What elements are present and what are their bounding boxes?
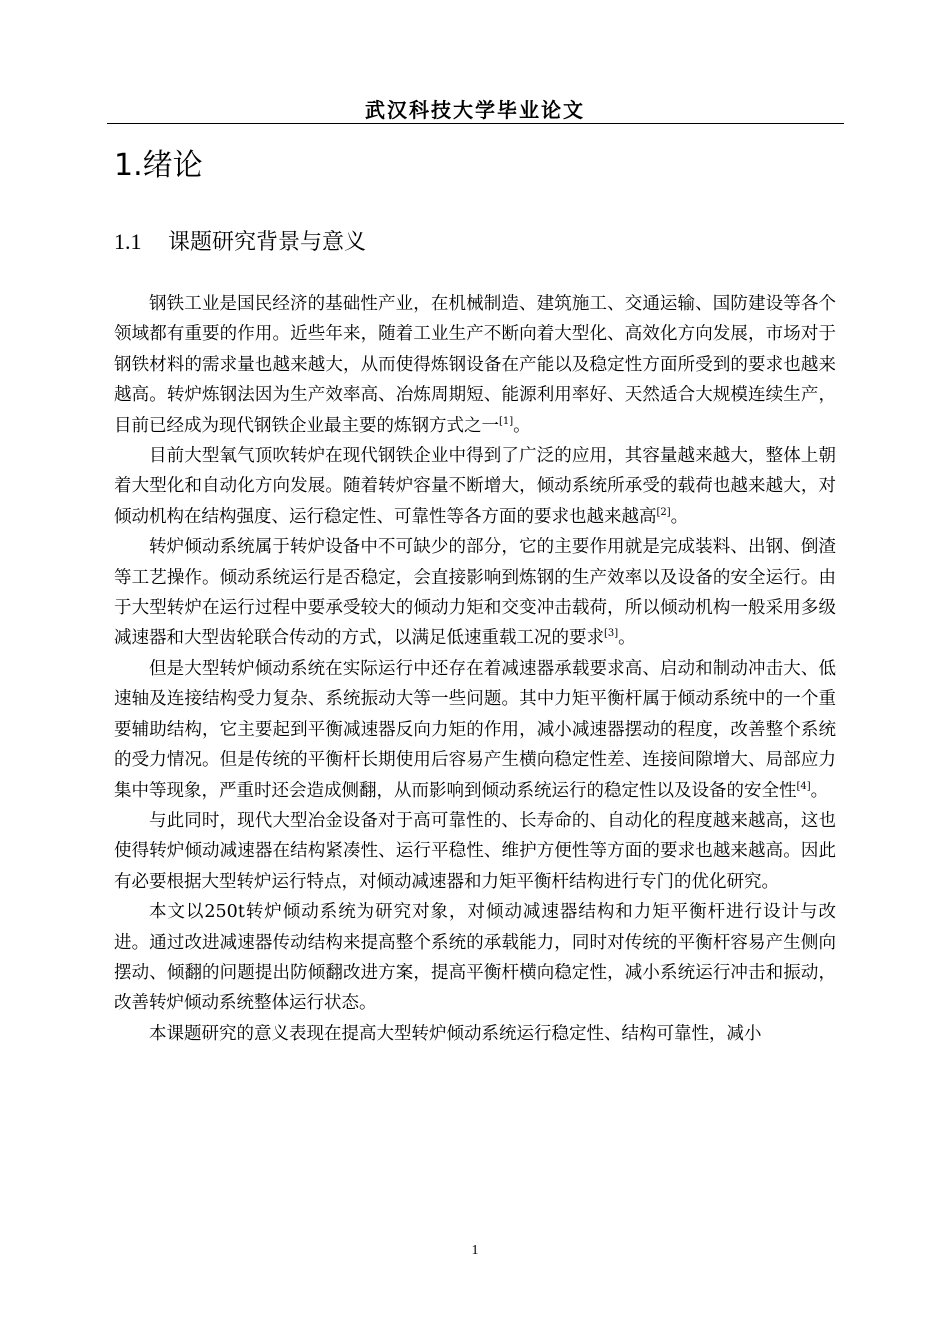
citation-ref: [4] [796,780,811,792]
paragraph-end: 。 [810,780,829,801]
section-number: 1.1 [114,229,142,254]
paragraph-text: 转炉倾动系统属于转炉设备中不可缺少的部分，它的主要作用就是完成装料、出钢、倒渣等工艺操作。倾动系统运行是否稳定，会直接影响到炼钢的生产效率以及设备的安全运行。由于大型转炉在运行过程中要承受较大的倾动力矩和交变冲击载荷，所以倾动机构一般采用多级减速器和大型齿轮联合传动的方式，以满足低速重载工况的要求 [114,537,836,649]
paragraph [114,806,836,897]
paragraph [114,1019,836,1049]
body-text [114,289,836,1049]
paragraph-text: 本课题研究的意义表现在提高大型转炉倾动系统运行稳定性、结构可靠性，减小 [149,1023,762,1044]
section-heading: 课题研究背景与意义 [168,230,367,255]
paragraph-end: 。 [513,415,531,436]
citation-ref: [1] [499,415,514,427]
paragraph [114,532,836,654]
section-title [114,225,366,256]
citation-ref: [2] [656,506,671,518]
paragraph-text: 但是大型转炉倾动系统在实际运行中还存在着减速器承载要求高、启动和制动冲击大、低速轴及连接结构受力复杂、系统振动大等一些问题。其中力矩平衡杆属于倾动系统中的一个重要辅助结构，它主要起到平衡减速器反向力矩的作用，减小减速器摆动的程度，改善整个系统的受力情况。但是传统的平衡杆长期使用后容易产生横向稳定性差、连接间隙增大、局部应力集中等现象，严重时还会造成侧翻，从而影响到倾动系统运行的稳定性以及设备的安全性 [114,658,836,801]
header-rule [107,123,844,124]
paragraph [114,654,836,806]
paragraph [114,289,836,441]
citation-ref: [3] [604,628,619,640]
page-number: 1 [471,1243,479,1258]
paragraph-text: 本文以250t转炉倾动系统为研究对象，对倾动减速器结构和力矩平衡杆进行设计与改进。通过改进减速器传动结构来提高整个系统的承载能力，同时对传统的平衡杆容易产生侧向摆动、倾翻的问题提出防倾翻改进方案，提高平衡杆横向稳定性，减小系统运行冲击和振动，改善转炉倾动系统整体运行状态。 [114,902,836,1014]
paragraph [114,441,836,532]
chapter-title: 1.绪论 [114,148,203,183]
paragraph [114,897,836,1019]
paragraph-text: 钢铁工业是国民经济的基础性产业，在机械制造、建筑施工、交通运输、国防建设等各个领域都有重要的作用。近些年来，随着工业生产不断向着大型化、高效化方向发展，市场对于钢铁材料的需求量也越来越大，从而使得炼钢设备在产能以及稳定性方面所受到的要求也越来越高。转炉炼钢法因为生产效率高、冶炼周期短、能源利用率好、天然适合大规模连续生产，目前已经成为现代钢铁企业最主要的炼钢方式之一 [114,294,836,436]
paragraph-end: 。 [618,628,636,649]
paragraph-text: 与此同时，现代大型冶金设备对于高可靠性的、长寿命的、自动化的程度越来越高，这也使得转炉倾动减速器在结构紧凑性、运行平稳性、维护方便性等方面的要求也越来越高。因此有必要根据大型转炉运行特点，对倾动减速器和力矩平衡杆结构进行专门的优化研究。 [114,810,836,892]
paragraph-end: 。 [670,506,689,527]
paragraph-text: 目前大型氧气顶吹转炉在现代钢铁企业中得到了广泛的应用，其容量越来越大，整体上朝着大型化和自动化方向发展。随着转炉容量不断增大，倾动系统所承受的载荷也越来越大，对倾动机构在结构强度、运行稳定性、可靠性等各方面的要求也越来越高 [114,446,836,527]
running-header: 武汉科技大学毕业论文 [365,98,585,122]
